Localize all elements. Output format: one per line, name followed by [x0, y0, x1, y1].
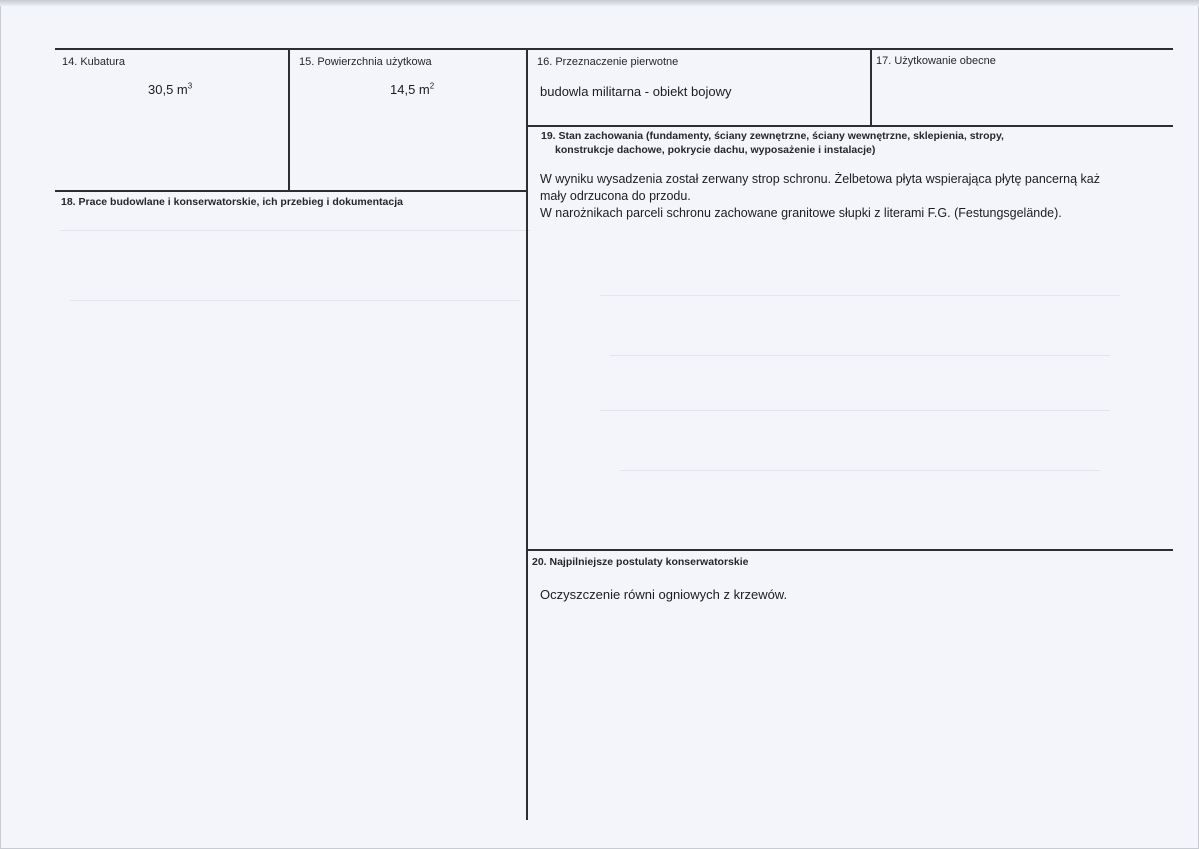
postulaty-value: Oczyszczenie równi ogniowych z krzewów. — [540, 587, 788, 602]
stan-text-block — [538, 172, 1173, 232]
stan-text-line1: W wyniku wysadzenia został zerwany strop schronu. Żelbetowa płyta wspierająca płytę pancerną każ — [540, 172, 1100, 186]
show-through-line — [610, 355, 1110, 356]
postulaty-label: 20. Najpilniejsze postulaty konserwatorskie — [532, 556, 749, 568]
divider-16-19 — [527, 125, 1173, 127]
powierzchnia-value: 14,5 $m^2$ — [390, 81, 435, 97]
stan-text-line2: mały odrzucona do przodu. — [540, 189, 691, 203]
kubatura-value: 30,5 $m^3$ — [148, 81, 193, 97]
prace-label: 18. Prace budowlane i konserwatorskie, ich przebieg i dokumentacja — [61, 196, 403, 208]
kubatura-label: 14. Kubatura — [62, 56, 125, 68]
show-through-line — [70, 300, 520, 301]
show-through-line — [600, 295, 1120, 296]
show-through-line — [60, 230, 530, 231]
table-top-border — [55, 48, 1173, 50]
przeznaczenie-value: budowla militarna - obiekt bojowy — [540, 84, 732, 99]
divider-15-18 — [55, 190, 527, 192]
show-through-line — [600, 410, 1110, 411]
main-vertical-divider — [526, 48, 528, 820]
divider-19-20 — [527, 549, 1173, 551]
divider-16-17 — [870, 48, 872, 126]
show-through-line — [620, 470, 1100, 471]
stan-label-line1: 19. Stan zachowania (fundamenty, ściany zewnętrzne, ściany wewnętrzne, sklepienia, stropy, — [541, 130, 1004, 142]
divider-14-15 — [288, 48, 290, 191]
przeznaczenie-label: 16. Przeznaczenie pierwotne — [537, 56, 679, 68]
stan-label-line2: konstrukcje dachowe, pokrycie dachu, wyposażenie i instalacje) — [555, 144, 876, 156]
stan-text-line3: W narożnikach parceli schronu zachowane granitowe słupki z literami F.G. (Festungsgelände). — [540, 206, 1062, 220]
powierzchnia-label: 15. Powierzchnia użytkowa — [299, 56, 432, 68]
uzytkowanie-label: 17. Użytkowanie obecne — [876, 55, 996, 67]
card-top-edge — [0, 0, 1199, 6]
